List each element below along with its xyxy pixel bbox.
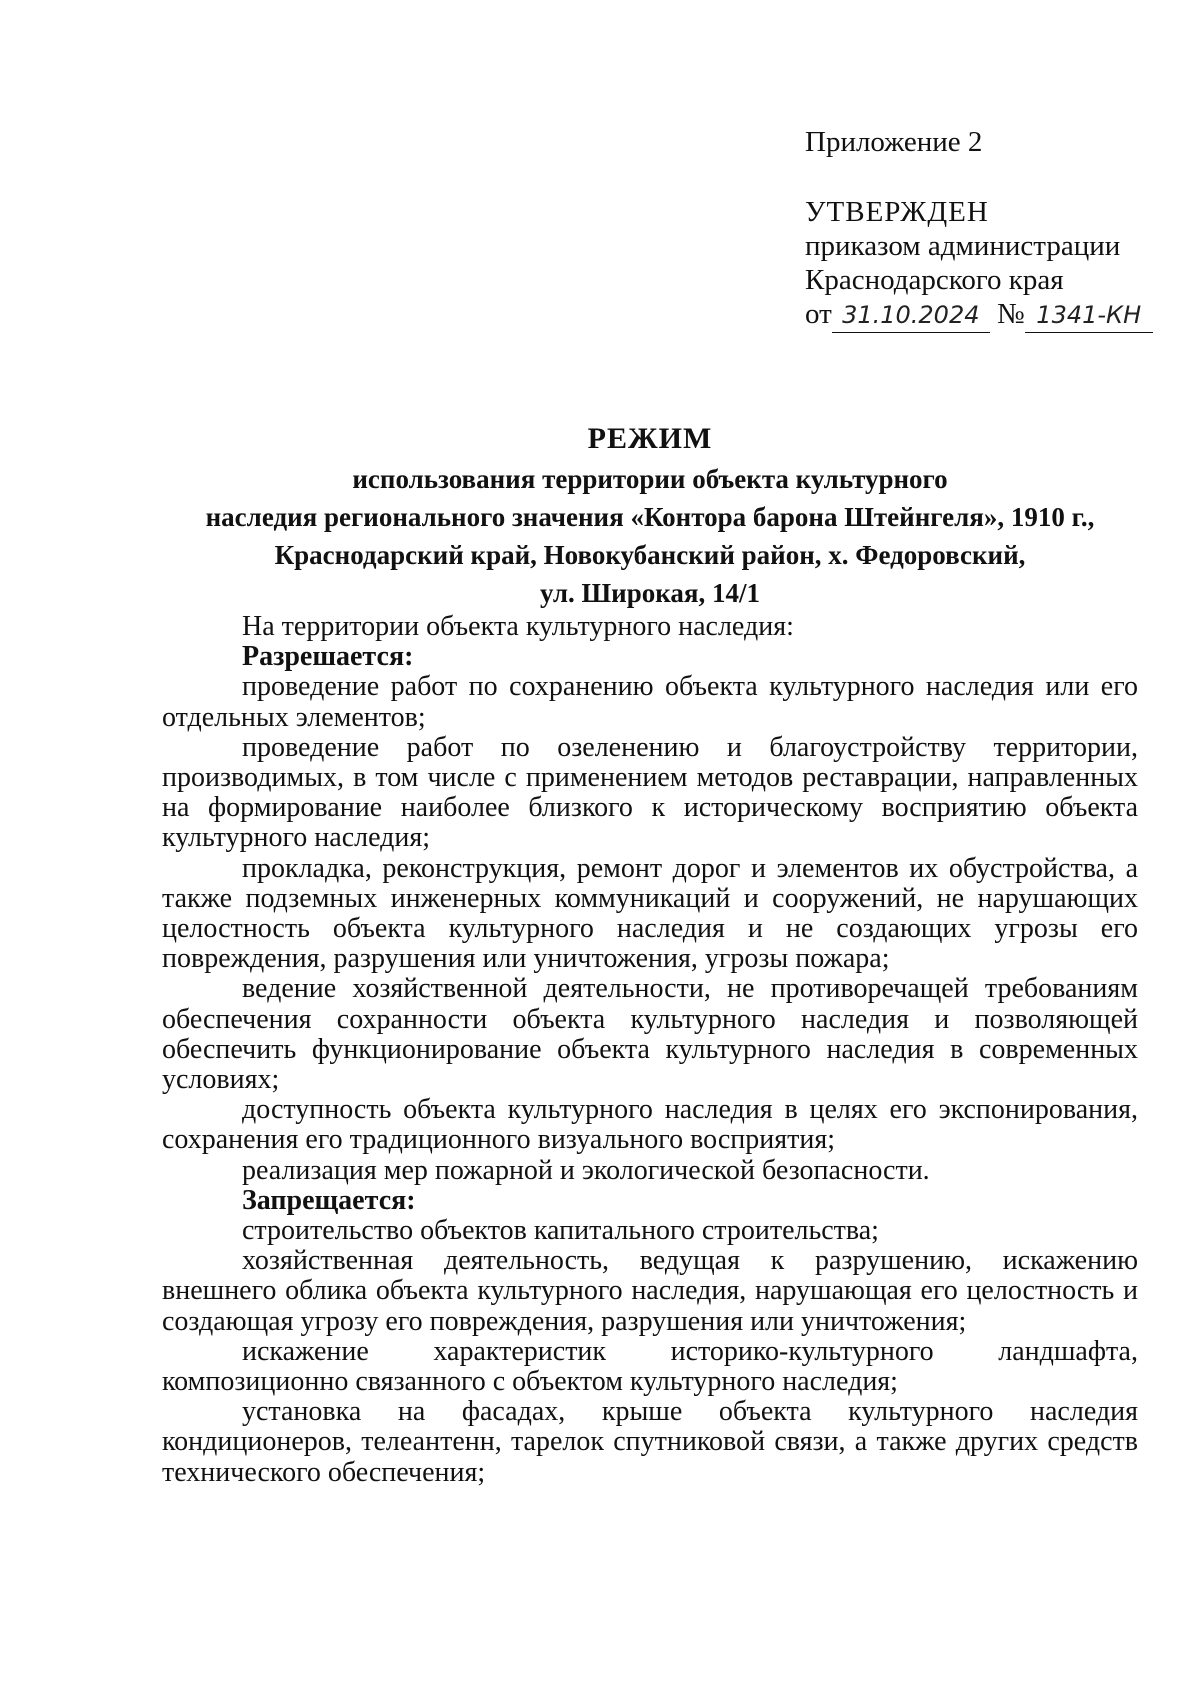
allowed-item: реализация мер пожарной и экологической безопасности. [242,1154,930,1186]
allowed-item: проведение работ по озеленению и благоустройству территории, производимых, в том числе с применением методов реставрации, направленных на формирование наиболее близкого к историческому восприятию объекта культурного наследия; [162,731,1138,854]
appendix-label: Приложение 2 [805,126,983,158]
title-main: РЕЖИМ [587,422,713,455]
allowed-item: проведение работ по сохранению объекта культурного наследия или его отдельных элементов; [162,671,1138,733]
forbidden-item: строительство объектов капитального строительства; [242,1215,879,1247]
title-line-3: Краснодарский край, Новокубанский район, х. Федоровский, [274,540,1026,570]
approved-stamp-text: УТВЕРЖДЕН [805,196,989,228]
number-prefix: № [997,298,1025,330]
approval-block [805,125,1165,333]
order-line-1: приказом администрации [805,230,1121,262]
allowed-item: прокладка, реконструкция, ремонт дорог и элементов их обустройства, а также подземных инженерных коммуникаций и сооружений, не нарушающих целостность объекта культурного наследия и не создающих угрозы его повреждения, разрушения или уничтожения, угрозы пожара; [162,852,1138,975]
forbidden-item: искажение характеристик историко-культурного ландшафта, композиционно связанного с объектом культурного наследия; [162,1335,1138,1398]
order-date: 31.10.2024 [832,298,990,333]
document-title [150,420,1150,612]
allowed-item: ведение хозяйственной деятельности, не противоречащей требованиям обеспечения сохранности объекта культурного наследия и позволяющей обеспечить функционирование объекта культурного наследия в современных условиях; [162,973,1138,1096]
allowed-item: доступность объекта культурного наследия в целях его экспонирования, сохранения его традиционного визуального восприятия; [162,1094,1138,1156]
forbidden-heading: Запрещается: [242,1184,416,1216]
document-body [162,612,1138,1488]
order-number: 1341-КН [1025,298,1153,333]
forbidden-item: хозяйственная деятельность, ведущая к разрушению, искажению внешнего облика объекта культурного наследия, нарушающая его целостность и создающая угрозу его повреждения, разрушения или уничтожения; [162,1245,1138,1337]
order-date-line [805,297,1165,333]
title-line-4: ул. Широкая, 14/1 [540,578,760,608]
intro-paragraph: На территории объекта культурного наследия: [242,611,794,642]
title-line-2: наследия регионального значения «Контора барона Штейнгеля», 1910 г., [205,502,1095,532]
forbidden-item: установка на фасадах, крыше объекта культурного наследия кондиционеров, телеантенн, тарелок спутниковой связи, а также других средств технического обеспечения; [162,1396,1138,1488]
allowed-heading: Разрешается: [242,641,414,673]
date-prefix: от [805,298,832,330]
title-line-1: использования территории объекта культурного [352,464,948,494]
order-line-2: Краснодарского края [805,264,1064,296]
